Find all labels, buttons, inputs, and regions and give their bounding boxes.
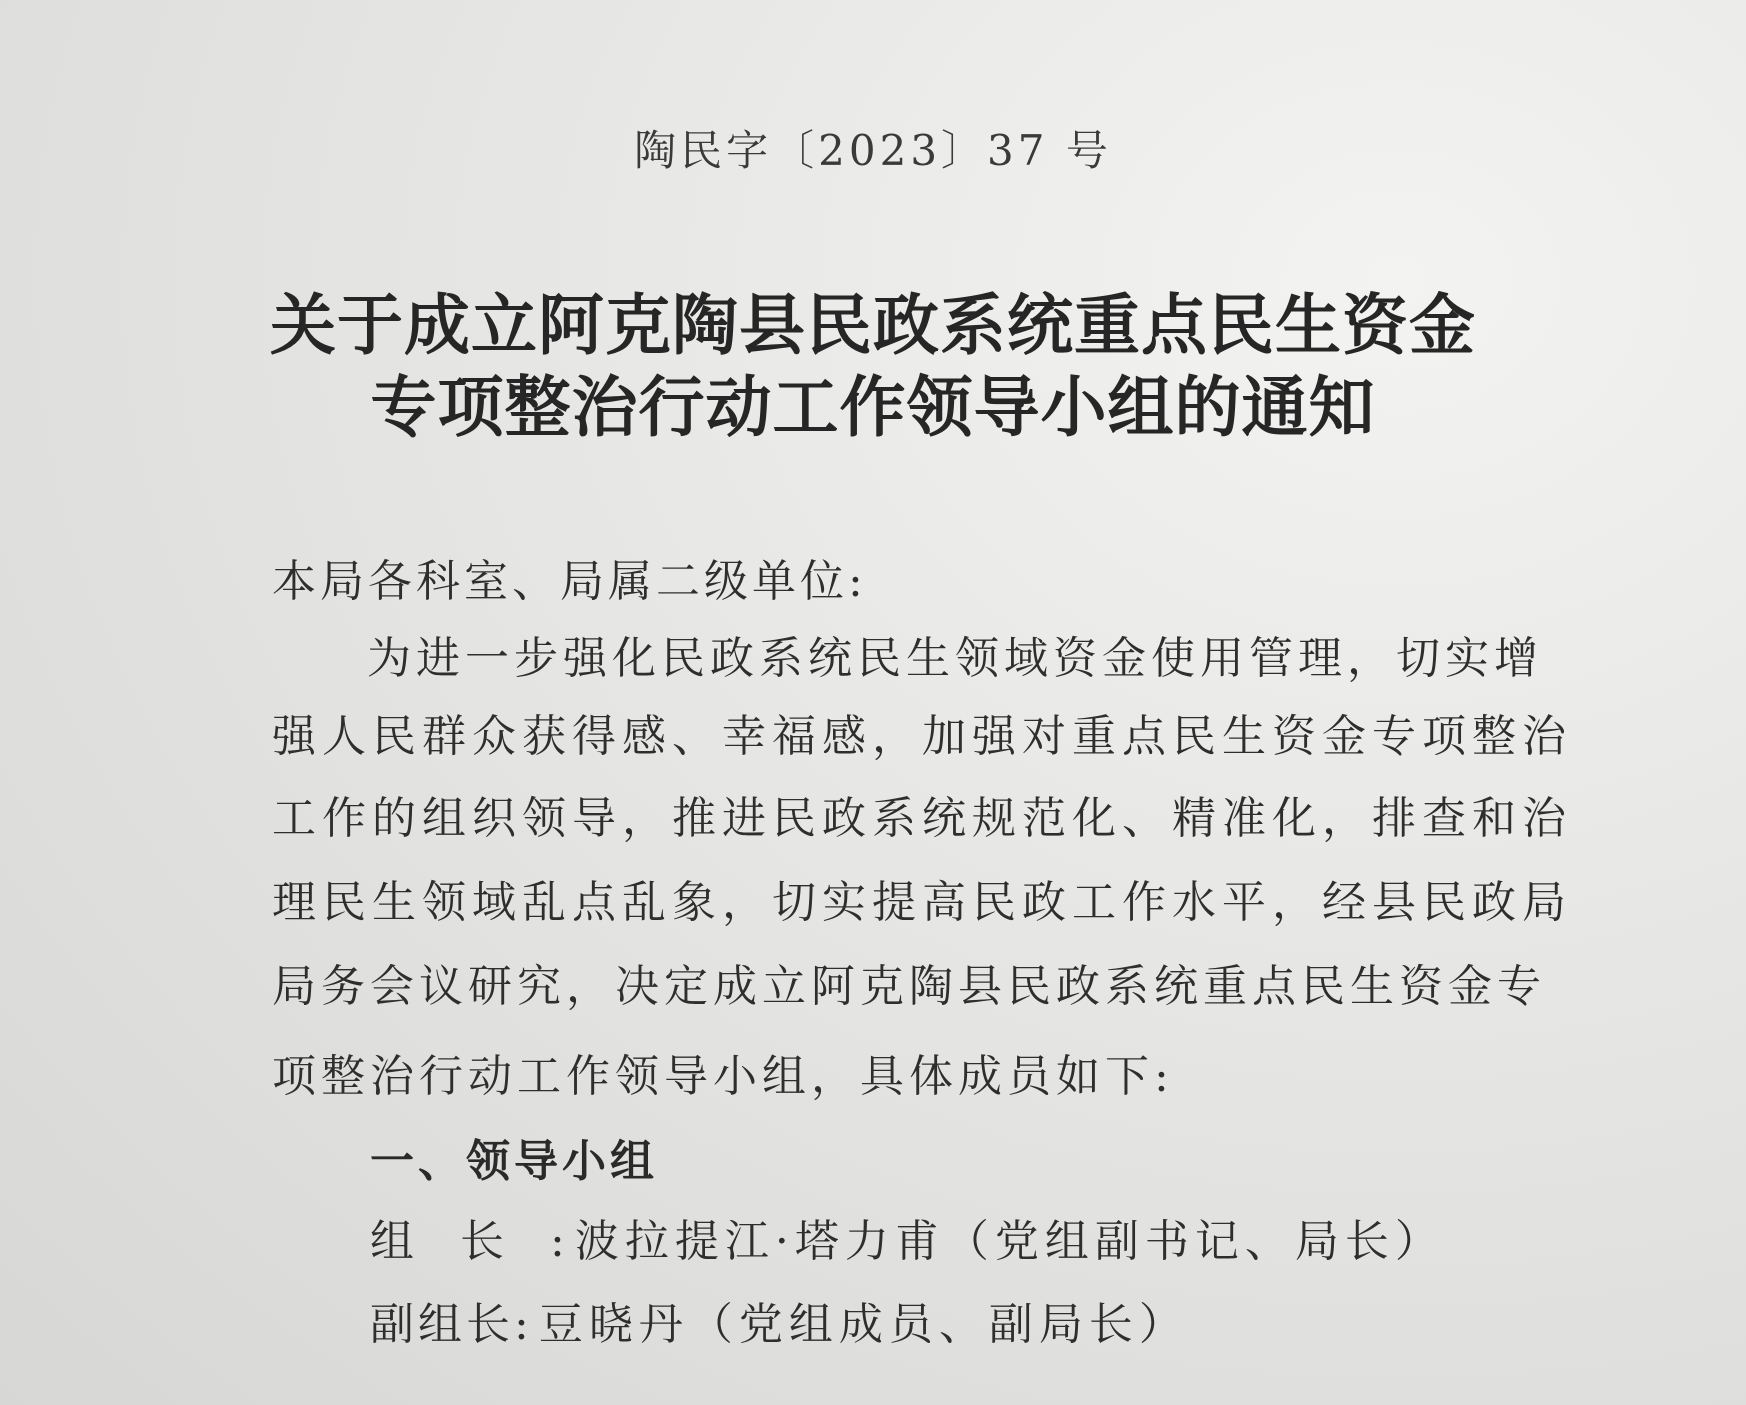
body-line-3: 工作的组织领导，推进民政系统规范化、精准化，排查和治 xyxy=(272,793,1572,844)
member-row-deputy xyxy=(370,1288,1189,1352)
member-position: （党组副书记、局长） xyxy=(944,1216,1445,1267)
member-position: （党组成员、副局长） xyxy=(688,1299,1189,1350)
member-name: 豆晓丹 xyxy=(538,1299,689,1350)
body-line-2: 强人民群众获得感、幸福感，加强对重点民生资金专项整治 xyxy=(272,711,1572,762)
role-separator: : xyxy=(550,1216,565,1267)
body-line-5: 局务会议研究，决定成立阿克陶县民政系统重点民生资金专 xyxy=(272,961,1546,1012)
member-role: 副组长 xyxy=(370,1299,514,1350)
member-name: 波拉提江·塔力甫 xyxy=(574,1216,945,1267)
body-line-1: 为进一步强化民政系统民生领域资金使用管理，切实增 xyxy=(367,633,1543,684)
document-number: 陶民字〔2023〕37 号 xyxy=(634,126,1112,175)
body-line-6: 项整治行动工作领导小组，具体成员如下: xyxy=(272,1051,1174,1102)
document-title-line-1: 关于成立阿克陶县民政系统重点民生资金 xyxy=(270,287,1476,364)
member-row-leader xyxy=(370,1205,1445,1269)
member-role: 组长 xyxy=(370,1216,550,1267)
body-line-4: 理民生领域乱点乱象，切实提高民政工作水平，经县民政局 xyxy=(272,877,1572,928)
salutation: 本局各科室、局属二级单位: xyxy=(272,556,867,607)
section-heading: 一、领导小组 xyxy=(370,1136,658,1187)
document-title-line-2: 专项整治行动工作领导小组的通知 xyxy=(370,369,1376,446)
role-separator: : xyxy=(514,1299,529,1350)
